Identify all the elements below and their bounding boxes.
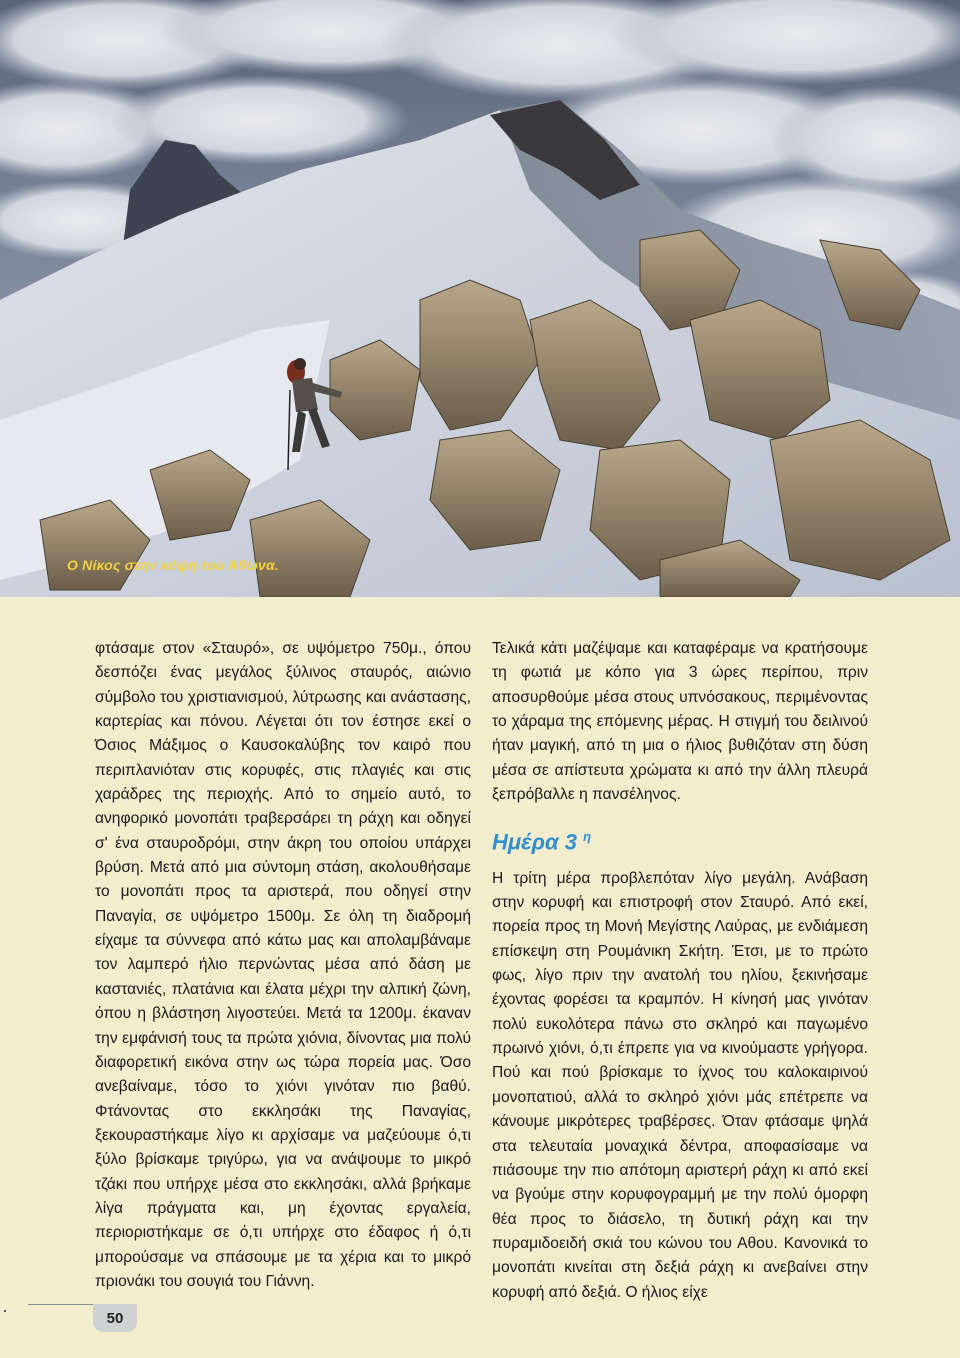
- section-heading-text: Ημέρα 3: [492, 829, 577, 855]
- body-paragraph: φτάσαμε στον «Σταυρό», σε υψόμετρο 750μ., όπου δεσπόζει ένας μεγάλος ξύλινος σταυρός, αιώνιο σύμβολο του χριστιανισμού, λύτρωσης και ανάστασης, καρτερίας και πόνου. Λέγεται ότι τον έστησε εκεί ο Όσιος Μάξιμος ο Καυσοκαλύβης τον καιρό που περιπλανιόταν στις κορυφές, στις πλαγιές και στις χαράδρες της περιοχής. Από το σημείο αυτό, το ανηφορικό μονοπάτι τραβερσάρει τη ράχη και οδηγεί σ' ένα σταυροδρόμι, στην άκρη του οποίου υπάρχει βρύση. Μετά από μια σύντομη στάση, ακολουθήσαμε το μονοπάτι προς τα αριστερά, που οδηγεί στην Παναγία, σε υψόμετρο 1500μ. Σε όλη τη διαδρομή είχαμε τα σύννεφα από κάτω μας και απολαμβάναμε τον λαμπερό ήλιο περνώντας μέσα από δάση με καστανιές, πλατάνια και έλατα μέχρι την αλπική ζώνη, όπου η βλάστηση λιγοστεύει. Μετά τα 1200μ. έκαναν την εμφάνισή τους τα πρώτα χιόνια, δίνοντας μια πολύ διαφορετική εικόνα στην ως τώρα πορεία μας. Όσο ανεβαίναμε, τόσο το χιόνι γινόταν πιο βαθύ. Φτάνοντας στο εκκλησάκι της Παναγίας, ξεκουραστήκαμε λίγο κι αρχίσαμε να μαζεύουμε ό,τι ξύλο βρίσκαμε τριγύρω, για να ανάψουμε το μικρό τζάκι που υπήρχε μέσα στο εκκλησάκι, αλλά βρήκαμε λίγα πράγματα και, μη έχοντας εργαλεία, περιοριστήκαμε σε ό,τι υπήρχε στο έδαφος ή ό,τι μπορούσαμε να σπάσουμε με τα χέρια και το μικρό πριονάκι του σουγιά του Γιάννη.: [95, 640, 471, 1290]
- article-column-right: [492, 637, 868, 1305]
- page-number: [93, 1304, 137, 1332]
- section-heading: [492, 823, 868, 856]
- mountain-photo-illustration: [0, 0, 960, 597]
- page-mark: [4, 1310, 6, 1312]
- article-column-left: [95, 637, 471, 1294]
- section-heading-superscript: η: [583, 829, 592, 845]
- page-number-label: 50: [106, 1309, 124, 1327]
- body-paragraph: Η τρίτη μέρα προβλεπόταν λίγο μεγάλη. Ανάβαση στην κορυφή και επιστροφή στον Σταυρό. Από εκεί, πορεία προς τη Μονή Μεγίστης Λαύρας, με ενδιάμεση επίσκεψη στη Ρουμάνικη Σκήτη. Έτσι, με το πρώτο φως, λίγο πριν την ανατολή του ηλίου, ξεκινήσαμε έχοντας φορέσει τα κραμπόν. Η κίνησή μας γινόταν πολύ ευκολότερα πάνω στο σκληρό και παγωμένο πρωινό χιόνι, ό,τι έπρεπε για να κινούμαστε γρήγορα. Πού και πού βρίσκαμε το ίχνος του καλοκαιρινού μονοπατιού, αλλά το σκληρό χιόνι μάς επέτρεπε να κάνουμε μικρότερες τραβέρσες. Όταν φτάσαμε ψηλά στα τελευταία μοναχικά δέντρα, αποφασίσαμε να πιάσουμε την πιο απότομη αριστερή ράχη κι από εκεί να βγούμε στην κορυφογραμμή με την πολύ όμορφη θέα προς το διάσελο, τη δυτική ράχη και την πυραμιδοειδή σκιά του κώνου του Αθου. Κανονικά το μονοπάτι κινείται στη δεξιά ράχη κι ανεβαίνει στην κορυφή από δεξιά. Ο ήλιος είχε: [492, 869, 868, 1301]
- body-paragraph: Τελικά κάτι μαζέψαμε και καταφέραμε να κρατήσουμε τη φωτιά με κόπο για 3 ώρες περίπου, πριν αποσυρθούμε μέσα στους υπνόσακους, περιμένοντας το χάραμα της επόμενης μέρας. Η στιγμή του δειλινού ήταν μαγική, από τη μια ο ήλιος βυθιζόταν στη δύση μέσα σε απίστευτα χρώματα κι από την άλλη πλευρά ξεπρόβαλλε η πανσέληνος.: [492, 640, 868, 804]
- mountain-photo: [0, 0, 960, 597]
- photo-caption: Ο Νίκος στην κόψη του Άθωνα.: [67, 557, 279, 573]
